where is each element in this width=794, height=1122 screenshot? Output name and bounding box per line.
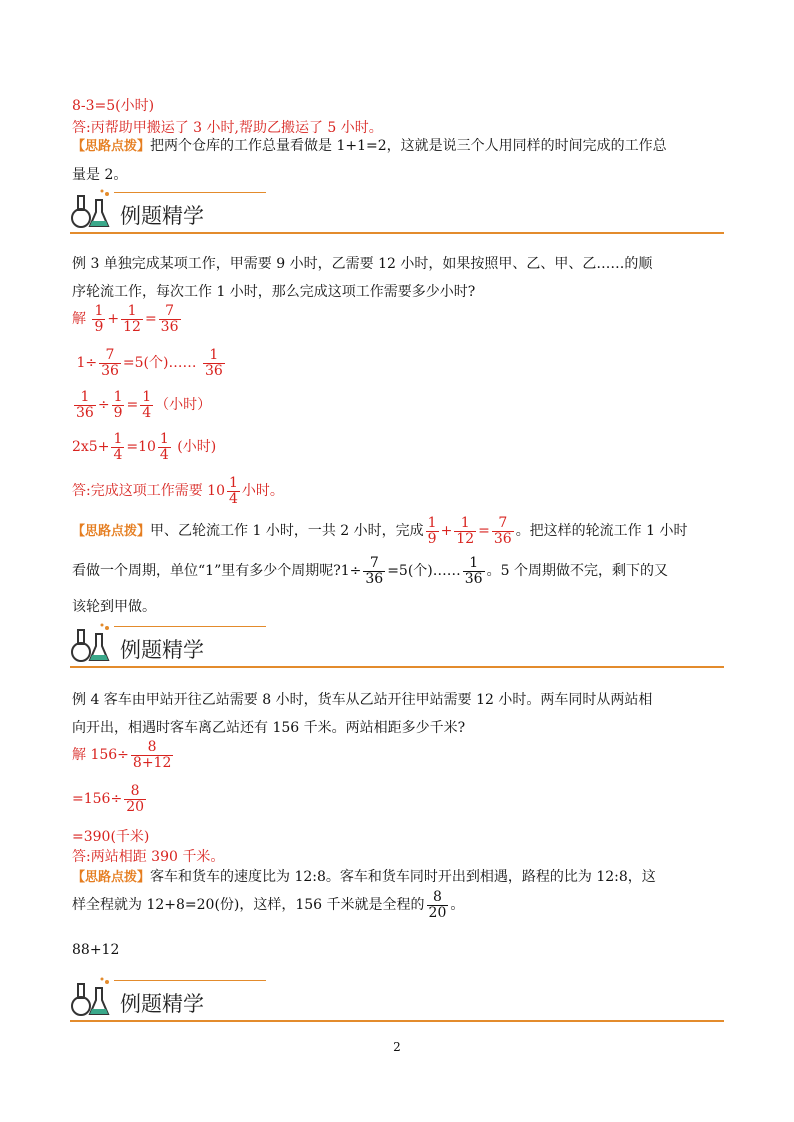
section-header (70, 188, 724, 234)
section-title: 例题精学 (120, 204, 204, 228)
ex4-step1: 解 156÷ $\frac{8}{8+12}$ (72, 739, 172, 771)
ex3-hint-line3: 该轮到甲做。 (72, 599, 156, 615)
example4-question: 例 4 客车由甲站开往乙站需要 8 小时，货车从乙站开往甲站需要 12 小时。两车同时从两站相 向开出，相遇时客车离乙站还有 156 千米。两站相距多少千米? (72, 692, 653, 736)
section-title: 例题精学 (120, 992, 204, 1016)
example3-question: 例 3 单独完成某项工作，甲需要 9 小时，乙需要 12 小时，如果按照甲、乙、甲、乙……的顺 序轮流工作，每次工作 1 小时，那么完成这项工作需要多少小时? (72, 256, 653, 300)
ex3-step4: 2x5+ $\frac{1}{4}$ =10 $\frac{1}{4}$ (小时) (72, 431, 217, 463)
stray-expression: 88+12 (72, 942, 120, 958)
prev-hint: 【思路点拨】把两个仓库的工作总量看做是 1+1=2，这就是说三个人用同样的时间完成的工作总 量是 2。 (72, 138, 667, 183)
ex4-answer: 答:两站相距 390 千米。 (72, 849, 225, 865)
ex4-step2: =156÷ $\frac{8}{20}$ (72, 783, 145, 815)
chemistry-flask-icon (70, 976, 114, 1020)
section-title: 例题精学 (120, 638, 204, 662)
hint-label: 【思路点拨】 (72, 139, 151, 154)
ex3-hint-line1: 【思路点拨】甲、乙轮流工作 1 小时，一共 2 小时，完成 $\frac{1}{9}$ + $\frac{1}{12}$ = $\frac{7}{36}$ 。把这样的轮流工作 1 小时 (72, 515, 688, 547)
ex4-step3: =390(千米) (72, 829, 150, 845)
page-number: 2 (393, 1040, 401, 1054)
prev-solution-line: 8-3=5(小时) (72, 98, 155, 114)
ex4-hint-line1: 【思路点拨】客车和货车的速度比为 12:8。客车和货车同时开出到相遇，路程的比为 12:8，这 (72, 869, 656, 885)
prev-answer: 答:丙帮助甲搬运了 3 小时,帮助乙搬运了 5 小时。 (72, 120, 383, 136)
ex3-step2: 1÷ $\frac{7}{36}$ =5(个)…… $\frac{1}{36}$ (76, 347, 223, 379)
section-header (70, 622, 724, 668)
chemistry-flask-icon (70, 622, 114, 666)
section-header (70, 976, 724, 1022)
ex4-hint-line2: 样全程就为 12+8=20(份)，这样，156 千米就是全程的 $\frac{8}{20}$ 。 (72, 889, 465, 921)
ex3-step3: $\frac{1}{36}$ ÷ $\frac{1}{9}$ = $\frac{1}{4}$ （小时） (76, 389, 212, 421)
ex3-hint-line2: 看做一个周期，单位“1”里有多少个周期呢?1÷ $\frac{7}{36}$ =5(个)…… $\frac{1}{36}$ 。5 个周期做不完，剩下的又 (72, 555, 668, 587)
ex3-step1: 解 $\frac{1}{9}$ + $\frac{1}{12}$ = $\frac{7}{36}$ (72, 303, 179, 335)
chemistry-flask-icon (70, 188, 114, 232)
ex3-answer: 答:完成这项工作需要 10 $\frac{1}{4}$ 小时。 (72, 475, 284, 507)
